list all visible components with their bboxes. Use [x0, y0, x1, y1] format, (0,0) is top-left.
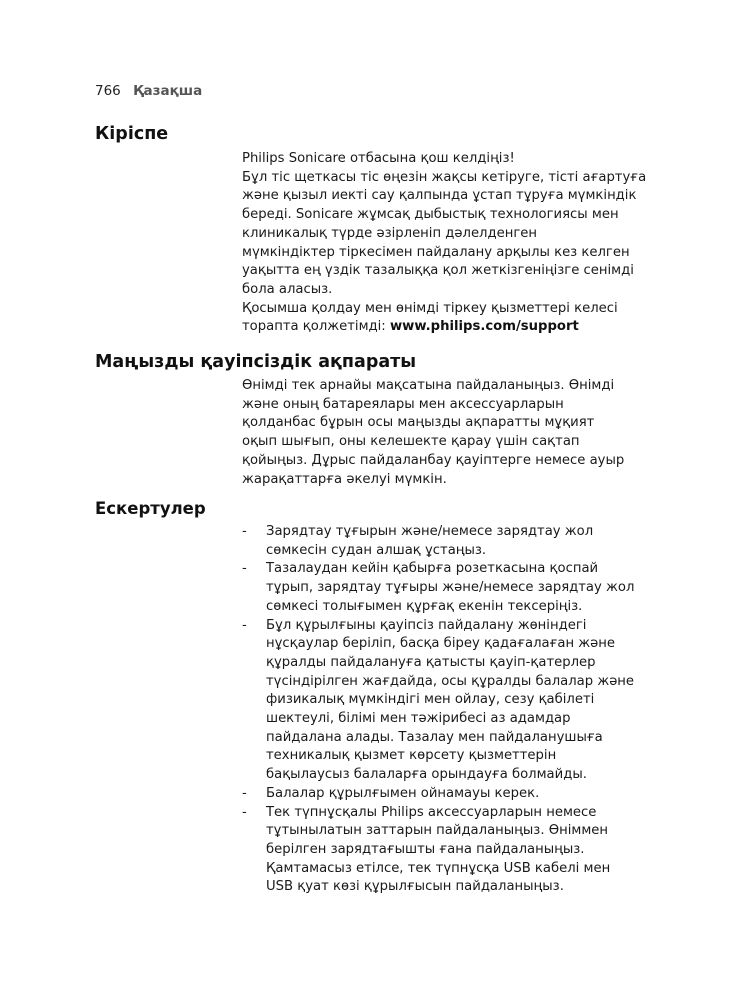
warning-item [242, 523, 652, 560]
bullet-dash: - [242, 804, 247, 820]
warning-line: берілген зарядтағышты ғана пайдаланыңыз. [266, 841, 585, 857]
warnings-list [242, 523, 652, 897]
warning-line: тұрып, зарядтау тұғыры және/немесе зарядтау жол [266, 580, 635, 596]
bullet-dash: - [242, 617, 247, 633]
warning-line: Балалар құрылғымен ойнамауы керек. [266, 785, 540, 801]
page-number: 766 [95, 83, 121, 99]
bullet-dash: - [242, 785, 247, 801]
intro-support-prefix: торапта қолжетімді: [242, 319, 390, 335]
safety-line: қойыңыз. Дұрыс пайдаланбау қауіптерге немесе ауыр [242, 452, 625, 468]
safety-line: оқып шығып, оны келешекте қарау үшін сақтап [242, 434, 580, 450]
intro-line: клиникалық түрде әзірленіп дәлелденген [242, 225, 538, 241]
warning-line: құралды пайдалануға қатысты қауіп-қатерлер [266, 654, 596, 670]
warning-line: сөмкесін судан алшақ ұстаңыз. [266, 542, 487, 558]
safety-line: және оның батареялары мен аксессуарларын [242, 396, 564, 412]
safety-line: қолданбас бұрын осы маңызды ақпаратты мұқият [242, 415, 595, 431]
warning-line: Зарядтау тұғырын және/немесе зарядтау жол [266, 524, 594, 539]
intro-line: уақытта ең үздік тазалыққа қол жеткізгеніңізге сенімді [242, 263, 634, 279]
warning-line: шектеулі, білімі мен тәжірибесі аз адамдар [266, 711, 571, 727]
warning-line: физикалық мүмкіндігі мен ойлау, сезу қабілеті [266, 692, 595, 708]
warning-line: сөмкесі толығымен құрғақ екенін тексеріңіз. [266, 598, 583, 614]
warning-line: техникалық қызмет көрсету қызметтерін [266, 748, 557, 764]
warning-line: Бұл құрылғыны қауіпсіз пайдалану жөніндегі [266, 617, 587, 633]
warning-line: бақылаусыз балаларға орындауға болмайды. [266, 767, 587, 783]
warning-line: пайдалана алады. Тазалау мен пайдаланушыға [266, 729, 603, 745]
warning-item [242, 804, 652, 898]
safety-heading: Маңызды қауіпсіздік ақпараты [95, 352, 417, 372]
warning-line: Қамтамасыз етілсе, тек түпнұсқа USB кабелі мен [266, 860, 611, 876]
warning-line: Тек түпнұсқалы Philips аксессуарларын немесе [266, 804, 597, 820]
warning-line: USB қуат көзі құрылғысын пайдаланыңыз. [266, 879, 564, 895]
intro-line: береді. Sonicare жұмсақ дыбыстық технологиясы мен [242, 207, 619, 223]
safety-paragraph [242, 377, 652, 489]
intro-paragraph [242, 150, 652, 337]
page-header [95, 82, 202, 100]
header-language: Қазақша [133, 83, 203, 99]
safety-line: Өнімді тек арнайы мақсатына пайдаланыңыз. Өнімді [242, 378, 615, 393]
intro-line: бола аласыз. [242, 281, 333, 297]
intro-line: Қосымша қолдау мен өнімді тіркеу қызметтері келесі [242, 300, 618, 316]
intro-support-line [242, 318, 652, 337]
warning-line: тұтынылатын заттарын пайдаланыңыз. Өніммен [266, 823, 609, 839]
warning-line: нұсқаулар беріліп, басқа біреу қадағалаған және [266, 636, 615, 652]
warning-item [242, 560, 652, 616]
intro-heading: Кіріспе [95, 124, 169, 144]
intro-line: мүмкіндіктер тіркесімен пайдалану арқылы кез келген [242, 244, 630, 260]
support-url-link[interactable]: www.philips.com/support [389, 319, 579, 335]
warning-line: түсіндірілген жағдайда, осы құралды балалар және [266, 673, 635, 689]
intro-line: Бұл тіс щеткасы тіс өңезін жақсы кетіруге, тісті ағартуға [242, 169, 647, 185]
bullet-dash: - [242, 524, 247, 539]
warnings-heading: Ескертулер [95, 499, 206, 518]
intro-line: Philips Sonicare отбасына қош келдіңіз! [242, 151, 515, 166]
intro-line: және қызыл иекті сау қалпында ұстап тұруға мүмкіндік [242, 188, 637, 204]
safety-line: жарақаттарға әкелуі мүмкін. [242, 471, 447, 487]
warning-item [242, 617, 652, 785]
warning-line: Тазалаудан кейін қабырға розеткасына қоспай [266, 561, 599, 577]
warning-item [242, 785, 652, 804]
bullet-dash: - [242, 561, 247, 577]
